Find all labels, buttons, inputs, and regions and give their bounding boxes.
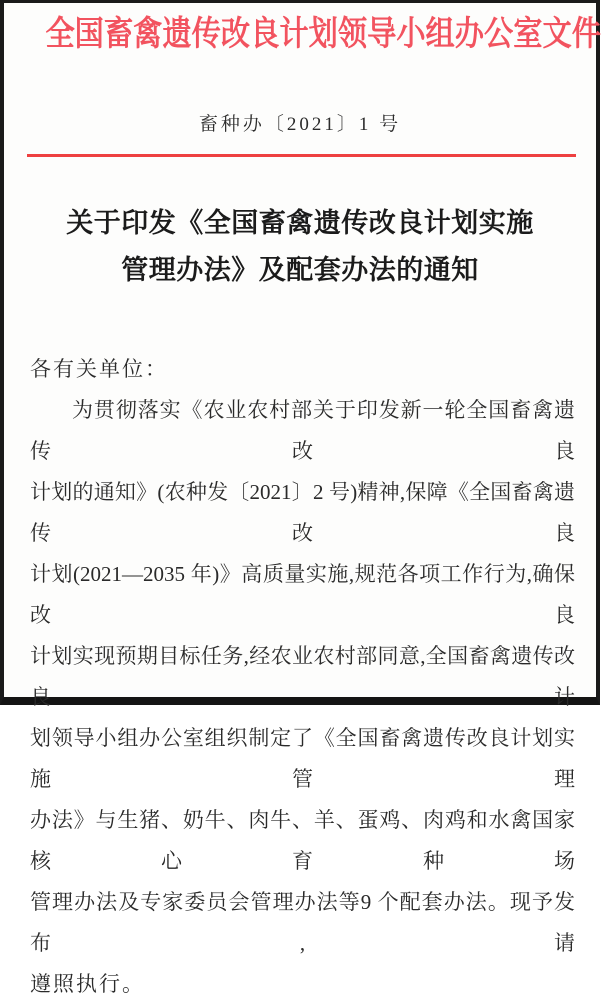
body-line: 为贯彻落实《农业农村部关于印发新一轮全国畜禽遗传改良 [30, 398, 575, 463]
document-page [4, 3, 601, 996]
body-line: 管理办法及专家委员会管理办法等9 个配套办法。现予发布,请 [30, 890, 575, 955]
document-title-line-2: 管理办法》及配套办法的通知 [121, 255, 479, 285]
body-line: 计划实现预期目标任务,经农业农村部同意,全国畜禽遗传改良计 [30, 644, 575, 709]
body-line: 划领导小组办公室组织制定了《全国畜禽遗传改良计划实施管理 [30, 726, 575, 791]
body-line: 遵照执行。 [30, 972, 145, 996]
salutation: 各有关单位： [30, 357, 168, 381]
document-title [4, 200, 596, 294]
body-line: 办法》与生猪、奶牛、肉牛、羊、蛋鸡、肉鸡和水禽国家核心育种场 [30, 808, 575, 873]
body-line: 计划(2021—2035 年)》高质量实施,规范各项工作行为,确保改良 [30, 562, 575, 627]
document-number: 畜种办〔2021〕1 号 [198, 114, 402, 135]
letterhead-org-title: 全国畜禽遗传改良计划领导小组办公室文件 [45, 16, 601, 53]
red-separator-line [27, 154, 576, 157]
body-line: 计划的通知》(农种发〔2021〕2 号)精神,保障《全国畜禽遗传改良 [30, 480, 575, 545]
document-body [30, 349, 575, 1005]
document-title-line-1: 关于印发《全国畜禽遗传改良计划实施 [66, 208, 534, 238]
